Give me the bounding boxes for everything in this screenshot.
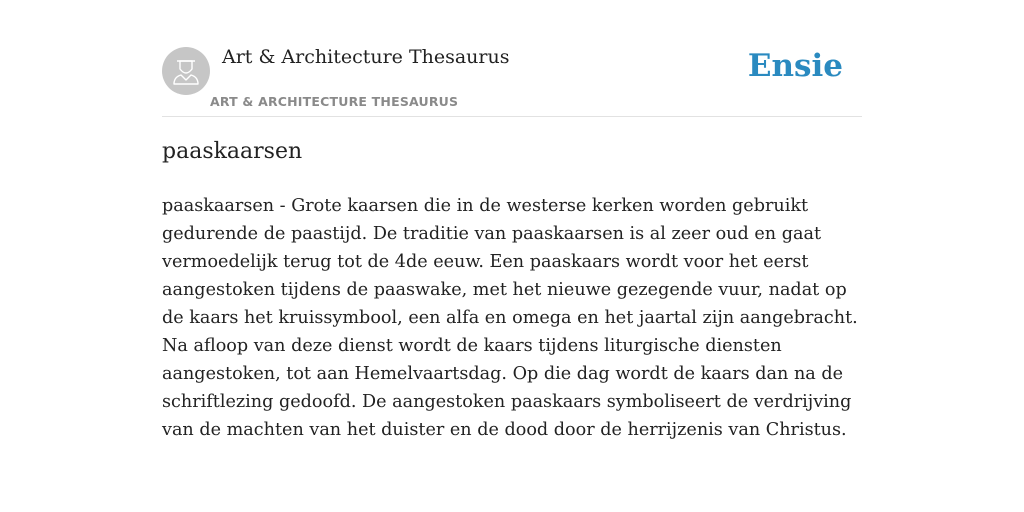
source-avatar[interactable] bbox=[162, 47, 210, 95]
user-silhouette-icon bbox=[162, 47, 210, 95]
entry-definition: paaskaarsen - Grote kaarsen die in de westerse kerken worden gebruikt gedurende de paastijd. De traditie van paaskaarsen is al zeer oud en gaat vermoedelijk terug tot de 4de eeuw. Een paaskaars wordt voor het eerst aangestoken tijdens de paaswake, met het nieuwe gezegende vuur, nadat op de kaars het kruissymbool, een alfa en omega en het jaartal zijn aangebracht. Na afloop van deze dienst wordt de kaars tijdens liturgische diensten aangestoken, tot aan Hemelvaartsdag. Op die dag wordt de kaars dan na de schriftlezing gedoofd. De aangestoken paaskaars symboliseert de verdrijving van de machten van het duister en de dood door de herrijzenis van Christus. bbox=[162, 196, 858, 440]
source-subtitle[interactable]: ART & ARCHITECTURE THESAURUS bbox=[210, 94, 459, 109]
source-title[interactable]: Art & Architecture Thesaurus bbox=[222, 46, 510, 68]
ensie-logo[interactable]: Ensie bbox=[747, 48, 843, 84]
source-header bbox=[162, 44, 862, 117]
entry-term: paaskaarsen bbox=[162, 139, 303, 164]
